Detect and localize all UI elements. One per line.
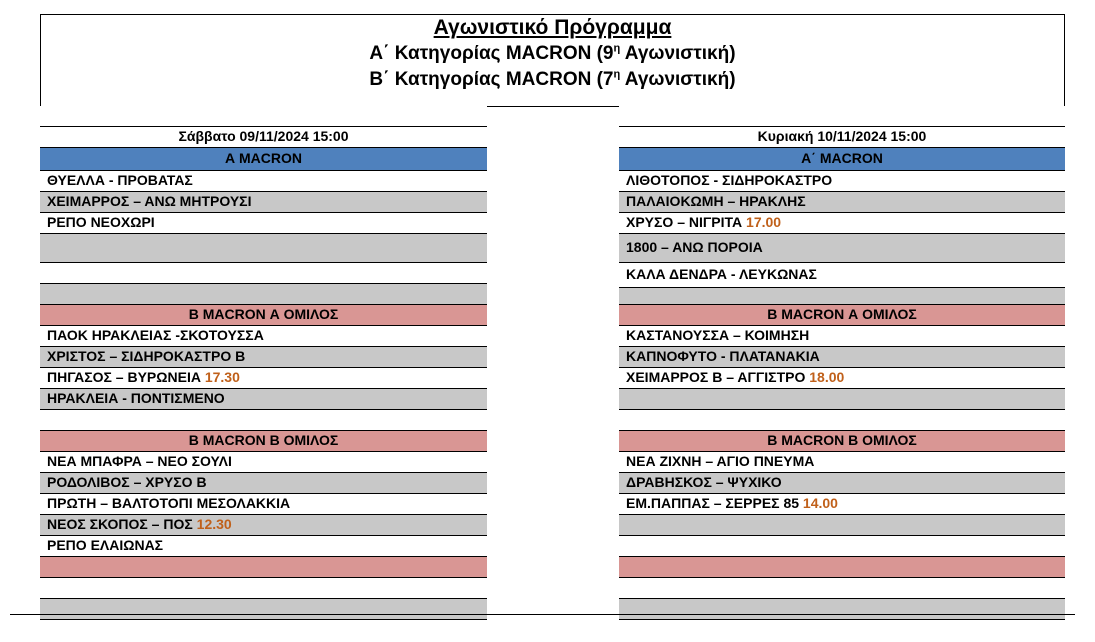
empty-row	[40, 578, 487, 599]
match-row: ΝΕΑ ΜΠΑΦΡΑ – ΝΕΟ ΣΟΥΛΙ	[40, 452, 487, 473]
b-macron-group-b-header: Β MACRON Β ΟΜΙΛΟΣ	[619, 431, 1065, 452]
match-row: ΘΥΕΛΛΑ - ΠΡΟΒΑΤΑΣ	[40, 171, 487, 192]
match-row: ΚΑΠΝΟΦΥΤΟ - ΠΛΑΤΑΝΑΚΙΑ	[619, 347, 1065, 368]
empty-row	[619, 515, 1065, 536]
page-bottom-rule	[10, 614, 1075, 615]
match-row: ΠΡΩΤΗ – ΒΑΛΤΟΤΟΠΙ ΜΕΣΟΛΑΚΚΙΑ	[40, 494, 487, 515]
match-time: 14.00	[802, 495, 838, 511]
match-row: ΠΑΟΚ ΗΡΑΚΛΕΙΑΣ -ΣΚΟΤΟΥΣΣΑ	[40, 326, 487, 347]
empty-row	[619, 578, 1065, 599]
match-row: ΧΕΙΜΑΡΡΟΣ – ΑΝΩ ΜΗΤΡΟΥΣΙ	[40, 192, 487, 213]
empty-row	[619, 288, 1065, 305]
match-row: ΧΡΥΣΟ – ΝΙΓΡΙΤΑ 17.00	[619, 213, 1065, 234]
b-macron-group-b-header: Β MACRON Β ΟΜΙΛΟΣ	[40, 431, 487, 452]
empty-row	[40, 263, 487, 284]
match-row: ΝΕΑ ΖΙΧΝΗ – ΑΓΙΟ ΠΝΕΥΜΑ	[619, 452, 1065, 473]
match-row: ΡΕΠΟ ΕΛΑΙΩΝΑΣ	[40, 536, 487, 557]
match-row: ΛΙΘΟΤΟΠΟΣ - ΣΙΔΗΡΟΚΑΣΤΡΟ	[619, 171, 1065, 192]
match-row: ΗΡΑΚΛΕΙΑ - ΠΟΝΤΙΣΜΕΝΟ	[40, 389, 487, 410]
spacer-row	[40, 106, 487, 127]
empty-row	[40, 599, 487, 620]
saturday-column	[40, 106, 487, 640]
sunday-column	[619, 106, 1065, 640]
empty-row	[619, 620, 1065, 640]
match-row: ΡΟΔΟΛΙΒΟΣ – ΧΡΥΣΟ Β	[40, 473, 487, 494]
a-macron-header: Α MACRON	[40, 148, 487, 171]
empty-row	[619, 599, 1065, 620]
saturday-date: Σάββατο 09/11/2024 15:00	[40, 127, 487, 148]
empty-row	[619, 410, 1065, 431]
subtitle-b-category: Β΄ Κατηγορίας MACRON ($7^\eta$ Αγωνιστική)	[369, 68, 736, 90]
match-row: ΡΕΠΟ ΝΕΟΧΩΡΙ	[40, 213, 487, 234]
empty-row	[40, 234, 487, 263]
match-time: 17.30	[204, 369, 240, 385]
subtitle-a-category: Α΄ Κατηγορίας MACRON ($9^\eta$ Αγωνιστική)	[369, 42, 736, 64]
match-row: ΚΑΣΤΑΝΟΥΣΣΑ – ΚΟΙΜΗΣΗ	[619, 326, 1065, 347]
match-row: ΝΕΟΣ ΣΚΟΠΟΣ – ΠΟΣ 12.30	[40, 515, 487, 536]
match-time: 18.00	[809, 369, 845, 385]
spacer-row	[619, 106, 1065, 127]
empty-row	[619, 557, 1065, 578]
empty-row	[619, 536, 1065, 557]
match-row: ΠΑΛΑΙΟΚΩΜΗ – ΗΡΑΚΛΗΣ	[619, 192, 1065, 213]
match-row: ΕΜ.ΠΑΠΠΑΣ – ΣΕΡΡΕΣ 85 14.00	[619, 494, 1065, 515]
empty-row	[40, 410, 487, 431]
match-row: ΧΕΙΜΑΡΡΟΣ Β – ΑΓΓΙΣΤΡΟ 18.00	[619, 368, 1065, 389]
empty-row	[40, 557, 487, 578]
empty-row	[40, 620, 487, 640]
match-row: ΧΡΙΣΤΟΣ – ΣΙΔΗΡΟΚΑΣΤΡΟ Β	[40, 347, 487, 368]
page-title: Αγωνιστικό Πρόγραμμα	[433, 16, 672, 39]
match-row: ΠΗΓΑΣΟΣ – ΒΥΡΩΝΕΙΑ 17.30	[40, 368, 487, 389]
a-macron-header: Α΄ MACRON	[619, 148, 1065, 171]
b-macron-group-a-header: Β MACRON Α ΟΜΙΛΟΣ	[619, 305, 1065, 326]
b-macron-group-a-header: Β MACRON Α ΟΜΙΛΟΣ	[40, 305, 487, 326]
empty-row	[40, 284, 487, 305]
match-row: ΚΑΛΑ ΔΕΝΔΡΑ - ΛΕΥΚΩΝΑΣ	[619, 263, 1065, 288]
match-row: ΔΡΑΒΗΣΚΟΣ – ΨΥΧΙΚΟ	[619, 473, 1065, 494]
sunday-date: Κυριακή 10/11/2024 15:00	[619, 127, 1065, 148]
match-row: 1800 – ΑΝΩ ΠΟΡΟΙΑ	[619, 234, 1065, 263]
match-time: 12.30	[196, 516, 232, 532]
empty-row	[619, 389, 1065, 410]
match-time: 17.00	[746, 214, 782, 230]
